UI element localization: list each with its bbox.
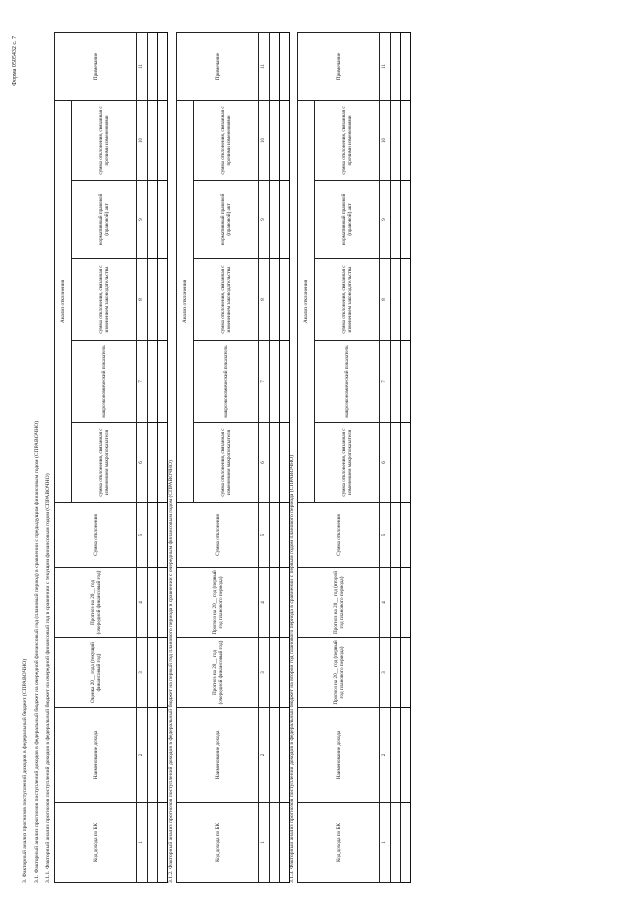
col-head: сумма отклонения, связанная с прочими изменениями: [72, 100, 137, 180]
col-head: Код дохода по БК: [298, 803, 380, 883]
empty-cell: [401, 341, 411, 423]
empty-cell: [280, 803, 290, 883]
empty-cell: [158, 423, 168, 503]
col-head: макроэкономический показатель: [72, 341, 137, 423]
col-number: 10: [137, 100, 148, 180]
group-head: Анализ отклонения: [298, 100, 315, 502]
col-head: Примечание: [298, 32, 380, 100]
empty-cell: [270, 100, 280, 180]
empty-cell: [280, 568, 290, 638]
empty-cell: [391, 638, 401, 708]
empty-cell: [401, 708, 411, 803]
col-head: Прогноз на 20__ год (первый год планового периода): [177, 568, 259, 638]
empty-cell: [270, 803, 280, 883]
empty-cell: [391, 341, 401, 423]
col-head: сумма отклонения, связанная с изменением макропоказателя: [315, 423, 380, 503]
col-head: сумма отклонения, связанная с изменением законодательства: [72, 259, 137, 341]
col-number: 1: [137, 803, 148, 883]
empty-cell: [158, 100, 168, 180]
empty-cell: [391, 32, 401, 100]
factor-table-3: [297, 32, 411, 883]
empty-cell: [148, 341, 158, 423]
table-caption-2: 3.1.2. Факторный анализ прогнозов поступлений доходов в федеральный бюджет на первый год планового периода в сравнении с очередным финансовым годом (СПРАВОЧНО): [168, 460, 174, 883]
empty-cell: [148, 638, 158, 708]
col-number: 8: [259, 259, 270, 341]
empty-cell: [280, 181, 290, 259]
col-number: 6: [137, 423, 148, 503]
col-head: сумма отклонения, связанная с изменением макропоказателя: [194, 423, 259, 503]
col-number: 1: [259, 803, 270, 883]
empty-cell: [158, 259, 168, 341]
empty-cell: [148, 708, 158, 803]
col-number: 11: [137, 32, 148, 100]
empty-cell: [391, 259, 401, 341]
empty-cell: [391, 503, 401, 568]
empty-cell: [401, 423, 411, 503]
col-head: Код дохода по БК: [55, 803, 137, 883]
col-number: 10: [259, 100, 270, 180]
col-head: Прогноз на 20__ год (очередной финансовый год): [55, 568, 137, 638]
empty-cell: [148, 803, 158, 883]
col-number: 6: [259, 423, 270, 503]
empty-cell: [391, 803, 401, 883]
col-head: сумма отклонения, связанная с изменением законодательства: [194, 259, 259, 341]
col-number: 2: [380, 708, 391, 803]
col-number: 7: [137, 341, 148, 423]
col-head: сумма отклонения, связанная с изменением макропоказателя: [72, 423, 137, 503]
col-number: 4: [380, 568, 391, 638]
empty-cell: [391, 423, 401, 503]
empty-cell: [270, 638, 280, 708]
col-number: 2: [259, 708, 270, 803]
empty-cell: [280, 503, 290, 568]
col-number: 5: [137, 503, 148, 568]
col-head: Наименование дохода: [177, 708, 259, 803]
col-head: макроэкономический показатель: [315, 341, 380, 423]
col-number: 7: [380, 341, 391, 423]
empty-cell: [280, 341, 290, 423]
empty-cell: [280, 708, 290, 803]
col-number: 3: [137, 638, 148, 708]
empty-cell: [280, 259, 290, 341]
empty-cell: [401, 259, 411, 341]
col-head: Сумма отклонения: [177, 503, 259, 568]
col-number: 3: [380, 638, 391, 708]
col-head: сумма отклонения, связанная с прочими изменениями: [315, 100, 380, 180]
empty-cell: [270, 32, 280, 100]
empty-cell: [270, 708, 280, 803]
table-caption-1: 3.1.1. Факторный анализ прогнозов поступлений доходов в федеральный бюджет на очередной финансовый год в сравнении с текущим финансовым годом (СПРАВОЧНО): [45, 473, 51, 883]
empty-cell: [158, 341, 168, 423]
col-number: 8: [380, 259, 391, 341]
col-number: 9: [259, 181, 270, 259]
empty-cell: [391, 708, 401, 803]
empty-cell: [270, 341, 280, 423]
table-caption-3: 3.1.3. Факторный анализ прогнозов поступлений доходов в федеральный бюджет на второй год планового периода в сравнении с первым годом планового периода (СПРАВОЧНО): [289, 454, 295, 883]
empty-cell: [158, 32, 168, 100]
empty-cell: [280, 100, 290, 180]
empty-cell: [391, 100, 401, 180]
group-head: Анализ отклонения: [177, 100, 194, 502]
col-head: макроэкономический показатель: [194, 341, 259, 423]
empty-cell: [280, 638, 290, 708]
col-head: сумма отклонения, связанная с изменением законодательства: [315, 259, 380, 341]
col-head: Сумма отклонения: [55, 503, 137, 568]
empty-cell: [148, 568, 158, 638]
col-head: сумма отклонения, связанная с прочими изменениями: [194, 100, 259, 180]
col-number: 4: [259, 568, 270, 638]
empty-cell: [391, 181, 401, 259]
col-head: Прогноз на 20__ год (второй год планового периода): [298, 568, 380, 638]
col-head: нормативный правовой (правовой) акт: [194, 181, 259, 259]
empty-cell: [148, 100, 158, 180]
empty-cell: [391, 568, 401, 638]
col-number: 9: [380, 181, 391, 259]
empty-cell: [158, 503, 168, 568]
empty-cell: [401, 803, 411, 883]
col-number: 5: [259, 503, 270, 568]
empty-cell: [158, 568, 168, 638]
empty-cell: [148, 503, 158, 568]
col-head: Примечание: [55, 32, 137, 100]
empty-cell: [148, 259, 158, 341]
col-number: 7: [259, 341, 270, 423]
col-number: 10: [380, 100, 391, 180]
empty-cell: [270, 259, 280, 341]
empty-cell: [401, 503, 411, 568]
col-number: 2: [137, 708, 148, 803]
empty-cell: [401, 32, 411, 100]
col-number: 9: [137, 181, 148, 259]
col-head: Наименование дохода: [298, 708, 380, 803]
col-number: 4: [137, 568, 148, 638]
col-head: Оценка 20__ года (текущий финансовый год): [55, 638, 137, 708]
empty-cell: [148, 32, 158, 100]
col-head: Код дохода по БК: [177, 803, 259, 883]
empty-cell: [270, 503, 280, 568]
empty-cell: [148, 423, 158, 503]
col-head: Прогноз на 20__ год (очередной финансовый год): [177, 638, 259, 708]
empty-cell: [158, 803, 168, 883]
empty-cell: [401, 181, 411, 259]
col-number: 6: [380, 423, 391, 503]
factor-table-1: [54, 32, 168, 883]
empty-cell: [270, 181, 280, 259]
empty-cell: [158, 638, 168, 708]
col-head: Прогноз на 20__ год (первый год планового периода): [298, 638, 380, 708]
empty-cell: [401, 638, 411, 708]
empty-cell: [270, 568, 280, 638]
col-head: Примечание: [177, 32, 259, 100]
col-number: 3: [259, 638, 270, 708]
subsection-title: 3.1. Факторный анализ прогнозов поступлений доходов в федеральный бюджет на очередной финансовый год (плановый период) в сравнении с предыдущим финансовым годом (СПРАВОЧНО): [34, 420, 40, 883]
empty-cell: [280, 423, 290, 503]
col-head: нормативный правовой (правовой) акт: [72, 181, 137, 259]
col-number: 11: [259, 32, 270, 100]
col-head: Сумма отклонения: [298, 503, 380, 568]
form-code: Форма 0505432 с. 7: [12, 36, 18, 86]
col-number: 5: [380, 503, 391, 568]
empty-cell: [270, 423, 280, 503]
col-number: 1: [380, 803, 391, 883]
col-number: 11: [380, 32, 391, 100]
empty-cell: [148, 181, 158, 259]
empty-cell: [401, 568, 411, 638]
empty-cell: [401, 100, 411, 180]
col-number: 8: [137, 259, 148, 341]
col-head: Наименование дохода: [55, 708, 137, 803]
empty-cell: [280, 32, 290, 100]
group-head: Анализ отклонения: [55, 100, 72, 502]
factor-table-2: [176, 32, 290, 883]
empty-cell: [158, 181, 168, 259]
section-title: 3. Факторный анализ прогнозов поступлений доходов в федеральный бюджет (СПРАВОЧНО): [22, 658, 28, 883]
empty-cell: [158, 708, 168, 803]
col-head: нормативный правовой (правовой) акт: [315, 181, 380, 259]
